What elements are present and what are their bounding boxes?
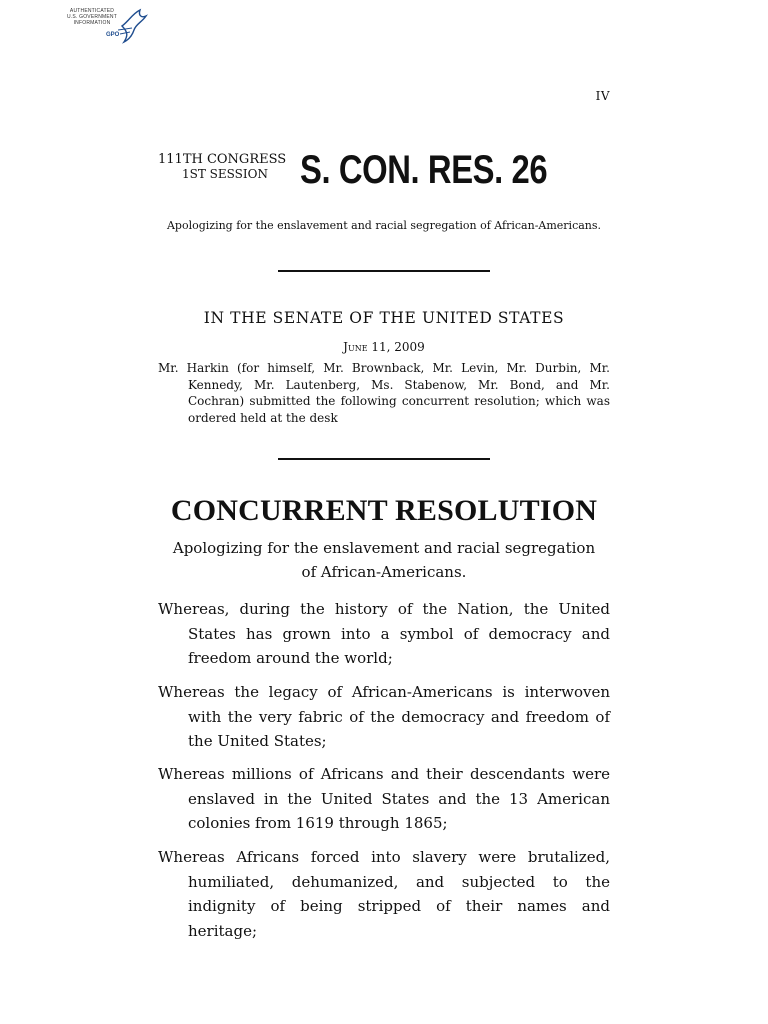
introduction-date: June 11, 2009 bbox=[343, 340, 425, 354]
bill-number: S. CON. RES. 26 bbox=[300, 148, 548, 192]
sponsor-statement: Mr. Harkin (for himself, Mr. Brownback, Mr. Levin, Mr. Durbin, Mr. Kennedy, Mr. Lautenberg, Ms. Stabenow, Mr. Bond, and Mr. Cochran) submitted the following concurrent resolution; which was ordered held at the desk bbox=[158, 361, 610, 425]
session-label: 1ST SESSION bbox=[182, 167, 268, 181]
logo-line-1: AUTHENTICATED bbox=[69, 8, 115, 14]
whereas-clause: Whereas, during the history of the Nation, the United States has grown into a symbol of democracy and freedom around the world; bbox=[158, 600, 610, 668]
logo-line-2: U.S. GOVERNMENT bbox=[67, 14, 117, 20]
whereas-clause: Whereas Africans forced into slavery were brutalized, humiliated, dehumanized, and subjected to the indignity of being stripped of their names and heritage; bbox=[158, 848, 610, 940]
whereas-clause: Whereas the legacy of African-Americans is interwoven with the very fabric of the democracy and freedom of the United States; bbox=[158, 683, 610, 751]
logo-line-3: INFORMATION bbox=[73, 20, 111, 26]
congress-label: 111TH CONGRESS bbox=[158, 152, 287, 167]
gpo-authentication-logo bbox=[62, 4, 148, 48]
divider-rule bbox=[278, 458, 490, 460]
chamber-heading: IN THE SENATE OF THE UNITED STATES bbox=[203, 309, 565, 327]
divider-rule bbox=[278, 270, 490, 272]
short-title: Apologizing for the enslavement and racial segregation of African-Americans. bbox=[166, 219, 602, 232]
whereas-clause: Whereas millions of Africans and their descendants were enslaved in the United States and the 13 American colonies from 1619 through 1865; bbox=[158, 765, 610, 833]
resolution-subtitle: Apologizing for the enslavement and racial segregation of African-Americans. bbox=[172, 539, 596, 581]
logo-gpo-mark: GPO bbox=[106, 32, 120, 38]
resolution-heading: CONCURRENT RESOLUTION bbox=[170, 494, 598, 527]
page-marker: IV bbox=[595, 89, 610, 103]
gpo-eagle-icon bbox=[118, 4, 148, 44]
